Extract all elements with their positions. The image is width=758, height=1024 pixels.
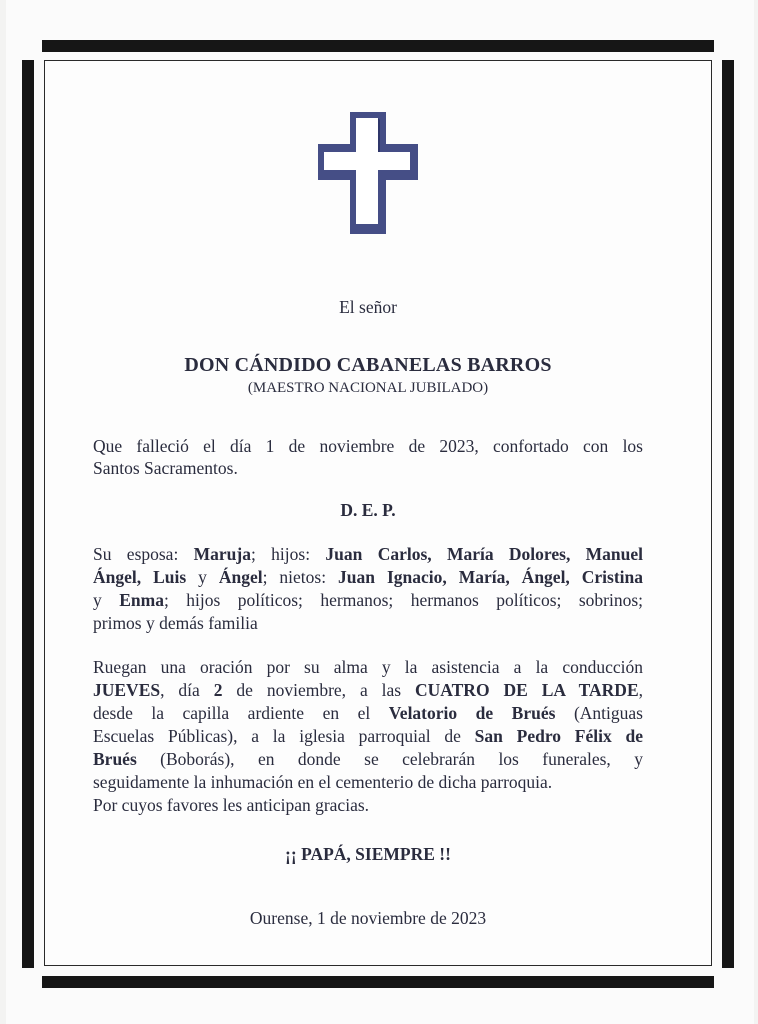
- request-line: seguidamente la inhumación en el cementerio de dicha parroquia.: [93, 772, 553, 792]
- family-line: Su esposa: Maruja; hijos: Juan Carlos, María Dolores, Manuel: [93, 544, 644, 564]
- cross-icon: [314, 108, 422, 238]
- family-line: primos y demás familia: [93, 613, 258, 633]
- request-line: desde la capilla ardiente en el Velatorio de Brués (Antiguas: [93, 703, 643, 723]
- request-line: JUEVES, día 2 de noviembre, a las CUATRO DE LA TARDE,: [93, 680, 643, 700]
- corner-notch: [714, 968, 734, 988]
- family-line: y Enma; hijos políticos; hermanos; hermanos políticos; sobrinos;: [93, 590, 644, 610]
- corner-notch: [22, 40, 42, 60]
- place-date: Ourense, 1 de noviembre de 2023: [249, 908, 487, 928]
- family-line: Ángel, Luis y Ángel; nietos: Juan Ignacio, María, Ángel, Cristina: [93, 567, 644, 587]
- heading: El señor: [339, 297, 397, 317]
- request-line: Ruegan una oración por su alma y la asistencia a la conducción: [93, 657, 643, 677]
- intro-line: Santos Sacramentos.: [93, 458, 238, 478]
- deceased-name: DON CÁNDIDO CABANELAS BARROS: [184, 354, 552, 376]
- corner-notch: [714, 40, 734, 60]
- corner-notch: [22, 968, 42, 988]
- closing-phrase: ¡¡ PAPÁ, SIEMPRE !!: [285, 844, 451, 864]
- intro-line: Que falleció el día 1 de noviembre de 2023, confortado con los: [93, 436, 643, 456]
- request-line: Escuelas Públicas), a la iglesia parroquial de San Pedro Félix de: [93, 726, 643, 746]
- dep: D. E. P.: [340, 500, 396, 520]
- request-line: Brués (Boborás), en donde se celebrarán los funerales, y: [93, 749, 643, 769]
- request-line: Por cuyos favores les anticipan gracias.: [93, 795, 370, 815]
- occupation: (MAESTRO NACIONAL JUBILADO): [247, 380, 489, 396]
